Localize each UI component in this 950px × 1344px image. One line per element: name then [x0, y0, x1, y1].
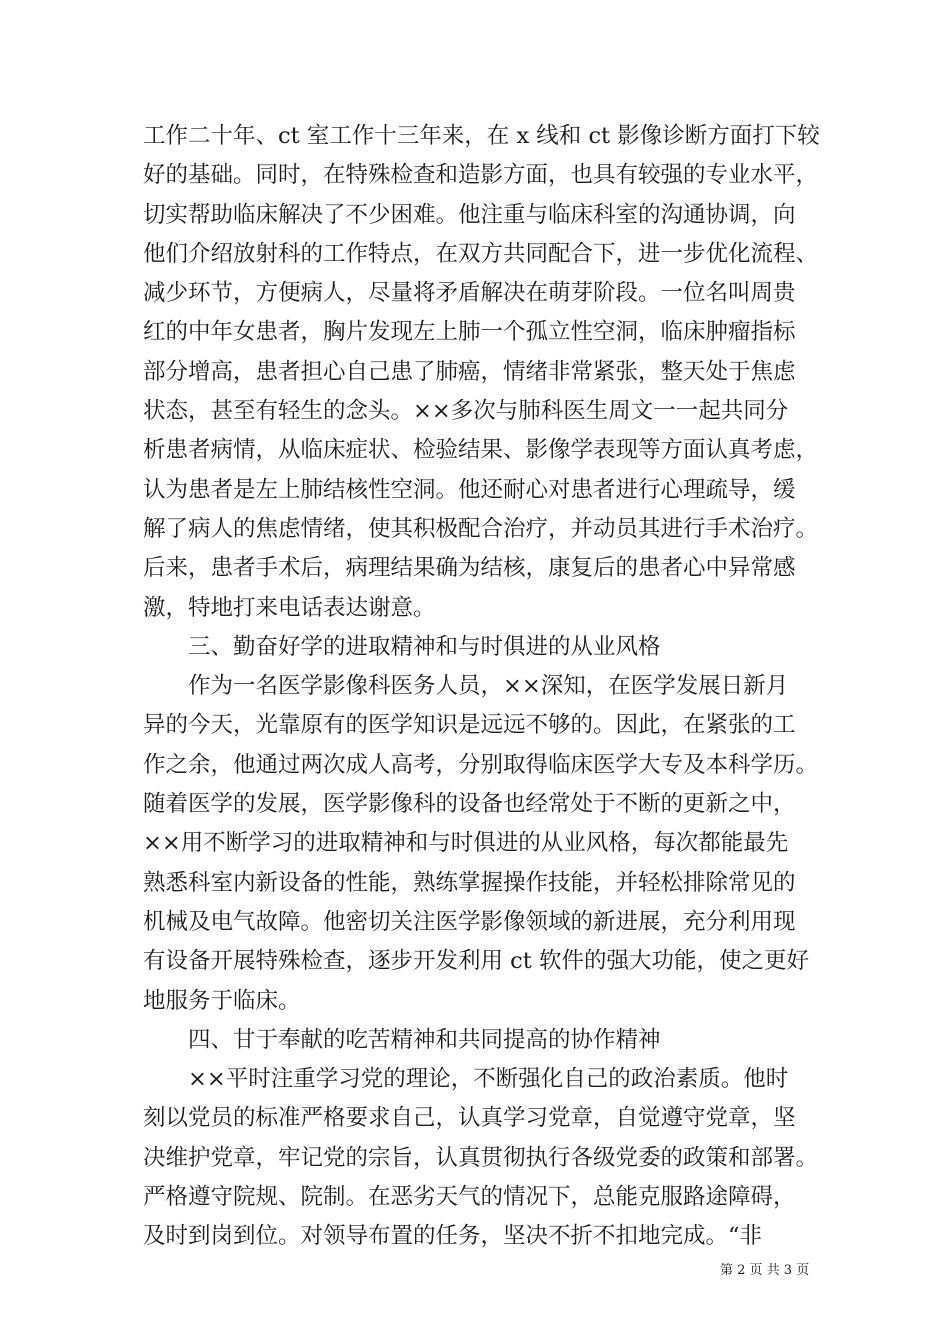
- text-line: 及时到岗到位。对领导布置的任务，坚决不折不扣地完成。“非: [143, 1223, 763, 1250]
- page-number-footer: 第 2 页 共 3 页: [720, 1263, 810, 1278]
- text-line: 刻以党员的标准严格要求自己，认真学习党章，自觉遵守党章，坚: [143, 1105, 796, 1132]
- text-line: 切实帮助临床解决了不少困难。他注重与临床科室的沟通协调，向: [143, 201, 796, 228]
- text-line: 部分增高，患者担心自己患了肺癌，情绪非常紧张，整天处于焦虑: [143, 358, 796, 385]
- text-line: 作之余，他通过两次成人高考，分别取得临床医学大专及本科学历。: [143, 751, 819, 778]
- text-line: 激，特地打来电话表达谢意。: [143, 594, 436, 621]
- text-line: 状态，甚至有轻生的念头。××多次与肺科医生周文一一起共同分: [143, 398, 789, 425]
- text-line: 决维护党章，牢记党的宗旨，认真贯彻执行各级党委的政策和部署。: [143, 1144, 819, 1171]
- text-line: ××平时注重学习党的理论，不断强化自己的政治素质。他时: [143, 1066, 789, 1093]
- text-line: 熟悉科室内新设备的性能，熟练掌握操作技能，并轻松排除常见的: [143, 869, 796, 896]
- text-line: 减少环节，方便病人，尽量将矛盾解决在萌芽阶段。一位名叫周贵: [143, 280, 796, 307]
- text-line: 好的基础。同时，在特殊检查和造影方面，也具有较强的专业水平，: [143, 162, 819, 189]
- text-line: 随着医学的发展，医学影像科的设备也经常处于不断的更新之中，: [143, 791, 796, 818]
- text-line: 红的中年女患者，胸片发现左上肺一个孤立性空洞，临床肿瘤指标: [143, 319, 796, 346]
- text-line: 工作二十年、ct 室工作十三年来，在 x 线和 ct 影像诊断方面打下较: [143, 123, 820, 149]
- text-line: 有设备开展特殊检查，逐步开发利用 ct 软件的强大功能，使之更好: [143, 948, 809, 975]
- text-line: 异的今天，光靠原有的医学知识是远远不够的。因此，在紧张的工: [143, 712, 796, 739]
- text-line: 后来，患者手术后，病理结果确为结核，康复后的患者心中异常感: [143, 555, 796, 582]
- text-line: 地服务于临床。: [143, 987, 301, 1014]
- text-line: 解了病人的焦虑情绪，使其积极配合治疗，并动员其进行手术治疗。: [143, 515, 819, 542]
- text-line: 机械及电气故障。他密切关注医学影像领域的新进展，充分利用现: [143, 908, 796, 935]
- text-line: ××用不断学习的进取精神和与时俱进的从业风格，每次都能最先: [143, 830, 789, 857]
- text-line: 他们介绍放射科的工作特点，在双方共同配合下，进一步优化流程、: [143, 240, 819, 267]
- text-line: 析患者病情，从临床症状、检验结果、影像学表现等方面认真考虑，: [143, 437, 819, 464]
- text-line: 作为一名医学影像科医务人员，××深知，在医学发展日新月: [143, 673, 789, 700]
- document-body: [143, 117, 819, 1257]
- text-line: 严格遵守院规、院制。在恶劣天气的情况下，总能克服路途障碍，: [143, 1184, 796, 1211]
- text-line: 认为患者是左上肺结核性空洞。他还耐心对患者进行心理疏导，缓: [143, 476, 796, 503]
- section-heading-4: 四、甘于奉献的吃苦精神和共同提高的协作精神: [143, 1026, 661, 1053]
- section-heading-3: 三、勤奋好学的进取精神和与时俱进的从业风格: [143, 633, 661, 660]
